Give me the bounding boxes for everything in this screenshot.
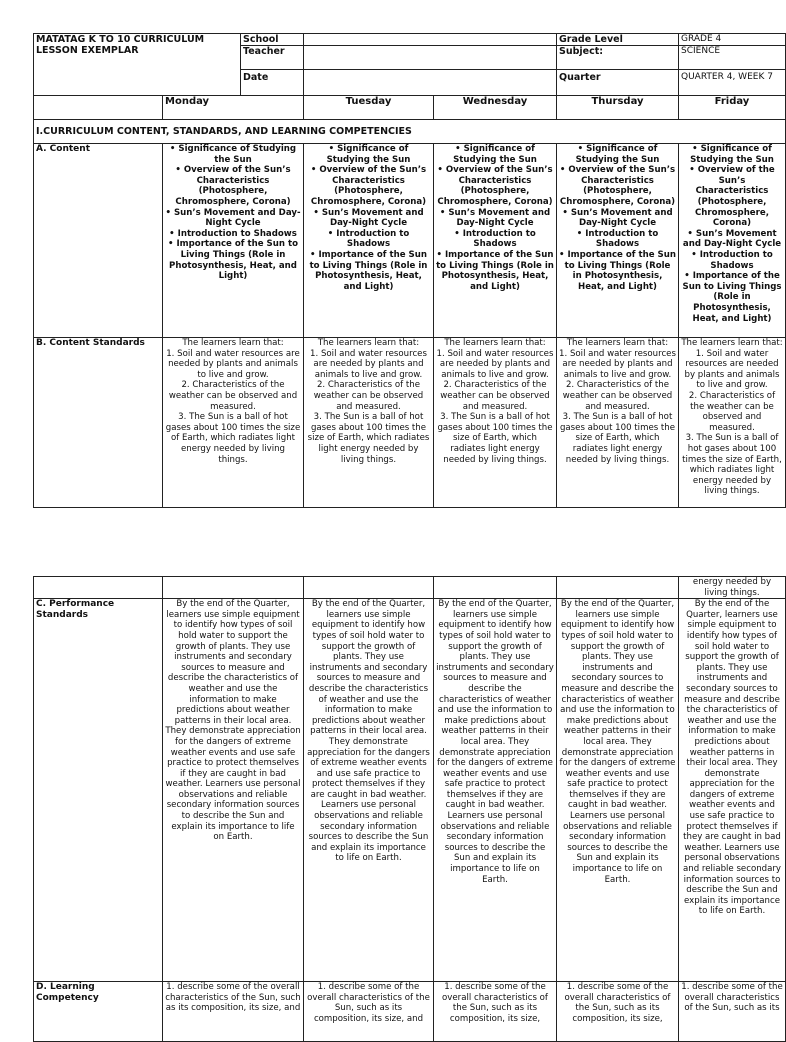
content-standard-item: 2. Characteristics of the weather can be observed and measured.	[313, 380, 424, 412]
grade-level-value: GRADE 4	[679, 34, 786, 46]
content-item: • Significance of Studying the Sun	[453, 144, 537, 165]
content-standard-item: 1. Soil and water resources are needed by plants and animals to live and grow.	[166, 348, 300, 380]
learning-competency-cell-tuesday: 1. describe some of the overall characteristics of the Sun, such as its composition, its size, and	[304, 982, 434, 1042]
content-item: • Sun’s Movement and Day-Night Cycle	[165, 207, 301, 229]
content-standards-cell-wednesday	[434, 338, 557, 508]
day-header-thursday: Thursday	[557, 96, 679, 120]
content-standard-item: The learners learn that:	[444, 338, 546, 348]
content-standards-cell-friday	[679, 338, 786, 508]
section-title: I.CURRICULUM CONTENT, STANDARDS, AND LEARNING COMPETENCIES	[34, 120, 786, 144]
content-item: • Introduction to Shadows	[327, 228, 410, 250]
content-item: • Introduction to Shadows	[454, 228, 536, 250]
content-standard-item: 3. The Sun is a ball of hot gases about 100 times the size of Earth, which radiates light energy needed by living things.	[165, 412, 301, 465]
day-header-monday: Monday	[163, 96, 304, 120]
content-item: • Significance of Studying the Sun	[326, 144, 411, 165]
grade-level-label: Grade Level	[557, 34, 679, 46]
continuation-cell	[34, 577, 163, 599]
subject-label: Subject:	[557, 46, 679, 70]
content-item: • Overview of the Sun’s Characteristics (Photosphere, Chromosphere, Corona)	[559, 165, 676, 207]
day-header-wednesday: Wednesday	[434, 96, 557, 120]
content-standard-item: The learners learn that:	[182, 338, 284, 348]
content-standards-cell-tuesday	[304, 338, 434, 508]
day-header-tuesday: Tuesday	[304, 96, 434, 120]
content-item: • Sun’s Movement and Day-Night Cycle	[439, 207, 551, 229]
learning-competency-cell-friday: 1. describe some of the overall characteristics of the Sun, such as its	[679, 982, 786, 1042]
date-field[interactable]	[304, 70, 557, 96]
content-standard-item: 1. Soil and water resources are needed by plants and animals to live and grow.	[436, 348, 554, 380]
content-standards-friday-continued: energy needed by living things.	[679, 577, 786, 599]
content-item: • Significance of Studying the Sun	[169, 144, 297, 165]
performance-standards-cell-tuesday: By the end of the Quarter, learners use simple equipment to identify how types of soil hold water to support the growth of plants. They use instruments and secondary sources to measure and describe the characteristics of weather and use the information to make predictions about weather patterns in their local area. They demonstrate appreciation for the dangers of extreme weather events and use safe practice to protect themselves if they are caught in bad weather. Learners use personal observations and reliable secondary information sources to describe the Sun and explain its importance to life on Earth.	[304, 599, 434, 982]
school-field[interactable]	[304, 34, 557, 46]
performance-standards-cell-monday: By the end of the Quarter, learners use simple equipment to identify how types of soil hold water to support the growth of plants. They use instruments and secondary sources to measure and describe the characteristics of weather and use the information to make predictions about weather patterns in their local area. They demonstrate appreciation for the dangers of extreme weather events and use safe practice to protect themselves if they are caught in bad weather. Learners use personal observations and reliable secondary information sources to describe the Sun and explain its importance to life on Earth.	[163, 599, 304, 982]
quarter-value: QUARTER 4, WEEK 7	[679, 70, 786, 96]
lesson-title: MATATAG K TO 10 CURRICULUM LESSON EXEMPLAR	[34, 34, 241, 96]
content-item: • Introduction to Shadows	[576, 228, 659, 250]
content-item: • Sun’s Movement and Day-Night Cycle	[562, 207, 673, 229]
content-standard-item: 2. Characteristics of the weather can be observed and measured.	[168, 380, 298, 412]
continuation-cell	[304, 577, 434, 599]
date-label: Date	[241, 70, 304, 96]
content-item: • Overview of the Sun’s Characteristics (Photosphere, Chromosphere, Corona)	[689, 165, 775, 229]
performance-standards-cell-wednesday: By the end of the Quarter, learners use simple equipment to identify how types of soil hold water to support the growth of plants. They use instruments and secondary sources to measure and describe the characteristics of weather and use the information to make predictions about weather patterns in their local area. They demonstrate appreciation for the dangers of extreme weather events and use safe practice to protect themselves if they are caught in bad weather. Learners use personal observations and reliable secondary information sources to describe the Sun and explain its importance to life on Earth.	[434, 599, 557, 982]
content-cell-tuesday	[304, 144, 434, 338]
learning-competency-cell-thursday: 1. describe some of the overall characteristics of the Sun, such as its composition, its size,	[557, 982, 679, 1042]
content-standard-item: 2. Characteristics of the weather can be observed and measured.	[562, 380, 673, 412]
content-cell-wednesday	[434, 144, 557, 338]
content-standard-item: 1. Soil and water resources are needed by plants and animals to live and grow.	[310, 348, 427, 380]
content-standard-item: 3. The Sun is a ball of hot gases about 100 times the size of Earth, which radiates light energy needed by living things.	[307, 412, 430, 465]
teacher-field[interactable]	[304, 46, 557, 70]
content-item: • Importance of the Sun to Living Things (Role in Photosynthesis, Heat, and Light)	[682, 271, 782, 324]
day-header-blank	[34, 96, 163, 120]
content-standard-item: 3. The Sun is a ball of hot gases about 100 times the size of Earth, which radiates light energy needed by living things.	[682, 433, 782, 497]
teacher-label: Teacher	[241, 46, 304, 70]
content-standard-item: 1. Soil and water resources are needed by plants and animals to live and grow.	[559, 348, 676, 380]
content-item: • Introduction to Shadows	[691, 249, 773, 271]
content-item: • Importance of the Sun to Living Things (Role in Photosynthesis, Heat, and Light)	[168, 239, 298, 282]
content-standard-item: 2. Characteristics of the weather can be observed and measured.	[688, 390, 776, 433]
continuation-cell	[163, 577, 304, 599]
continuation-cell	[434, 577, 557, 599]
content-standard-item: The learners learn that:	[317, 338, 420, 348]
content-standards-cell-thursday	[557, 338, 679, 508]
content-standard-item: 3. The Sun is a ball of hot gases about 100 times the size of Earth, which radiates light energy needed by living things.	[437, 412, 553, 465]
content-cell-friday	[679, 144, 786, 338]
performance-standards-cell-thursday: By the end of the Quarter, learners use simple equipment to identify how types of soil hold water to support the growth of plants. They use instruments and secondary sources to measure and describe the characteristics of weather and use the information to make predictions about weather patterns in their local area. They demonstrate appreciation for the dangers of extreme weather events and use safe practice to protect themselves if they are caught in bad weather. Learners use personal observations and reliable secondary information sources to describe the Sun and explain its importance to life on Earth.	[557, 599, 679, 982]
content-item: • Significance of Studying the Sun	[575, 144, 660, 165]
content-item: • Significance of Studying the Sun	[690, 144, 774, 165]
content-item: • Importance of the Sun to Living Things (Role in Photosynthesis, Heat, and Light)	[309, 249, 428, 292]
lesson-table-page-1	[33, 33, 786, 508]
content-item: • Overview of the Sun’s Characteristics (Photosphere, Chromosphere, Corona)	[310, 165, 427, 207]
content-cell-monday	[163, 144, 304, 338]
content-label: A. Content	[34, 144, 163, 338]
content-cell-thursday	[557, 144, 679, 338]
content-item: • Sun’s Movement and Day-Night Cycle	[313, 207, 424, 229]
quarter-label: Quarter	[557, 70, 679, 96]
content-item: • Overview of the Sun’s Characteristics (Photosphere, Chromosphere, Corona)	[437, 165, 553, 207]
learning-competency-label: D. Learning Competency	[34, 982, 163, 1042]
lesson-table-page-2	[33, 576, 786, 1042]
day-header-friday: Friday	[679, 96, 786, 120]
learning-competency-cell-wednesday: 1. describe some of the overall characteristics of the Sun, such as its composition, its size,	[434, 982, 557, 1042]
content-standards-label: B. Content Standards	[34, 338, 163, 508]
content-item: • Introduction to Shadows	[169, 228, 297, 239]
content-standard-item: 2. Characteristics of the weather can be observed and measured.	[440, 380, 550, 412]
performance-standards-cell-friday: By the end of the Quarter, learners use simple equipment to identify how types of soil hold water to support the growth of plants. They use instruments and secondary sources to measure and describe the characteristics of weather and use the information to make predictions about weather patterns in their local area. They demonstrate appreciation for the dangers of extreme weather events and use safe practice to protect themselves if they are caught in bad weather. Learners use personal observations and reliable secondary information sources to describe the Sun and explain its importance to life on Earth.	[679, 599, 786, 982]
subject-value: SCIENCE	[679, 46, 786, 70]
content-item: • Importance of the Sun to Living Things (Role in Photosynthesis, Heat, and Light)	[559, 249, 676, 292]
content-item: • Importance of the Sun to Living Things (Role in Photosynthesis, Heat, and Light)	[436, 249, 554, 292]
content-standard-item: 1. Soil and water resources are needed by plants and animals to live and grow.	[684, 348, 780, 391]
content-standard-item: The learners learn that:	[681, 338, 783, 348]
learning-competency-cell-monday: 1. describe some of the overall characteristics of the Sun, such as its composition, its size, and	[163, 982, 304, 1042]
content-item: • Sun’s Movement and Day-Night Cycle	[682, 228, 782, 250]
content-standards-cell-monday	[163, 338, 304, 508]
school-label: School	[241, 34, 304, 46]
content-item: • Overview of the Sun’s Characteristics (Photosphere, Chromosphere, Corona)	[175, 165, 291, 207]
content-standard-item: 3. The Sun is a ball of hot gases about 100 times the size of Earth, which radiates light energy needed by living things.	[559, 412, 676, 465]
performance-standards-label: C. Performance Standards	[34, 599, 163, 982]
content-standard-item: The learners learn that:	[566, 338, 669, 348]
continuation-cell	[557, 577, 679, 599]
